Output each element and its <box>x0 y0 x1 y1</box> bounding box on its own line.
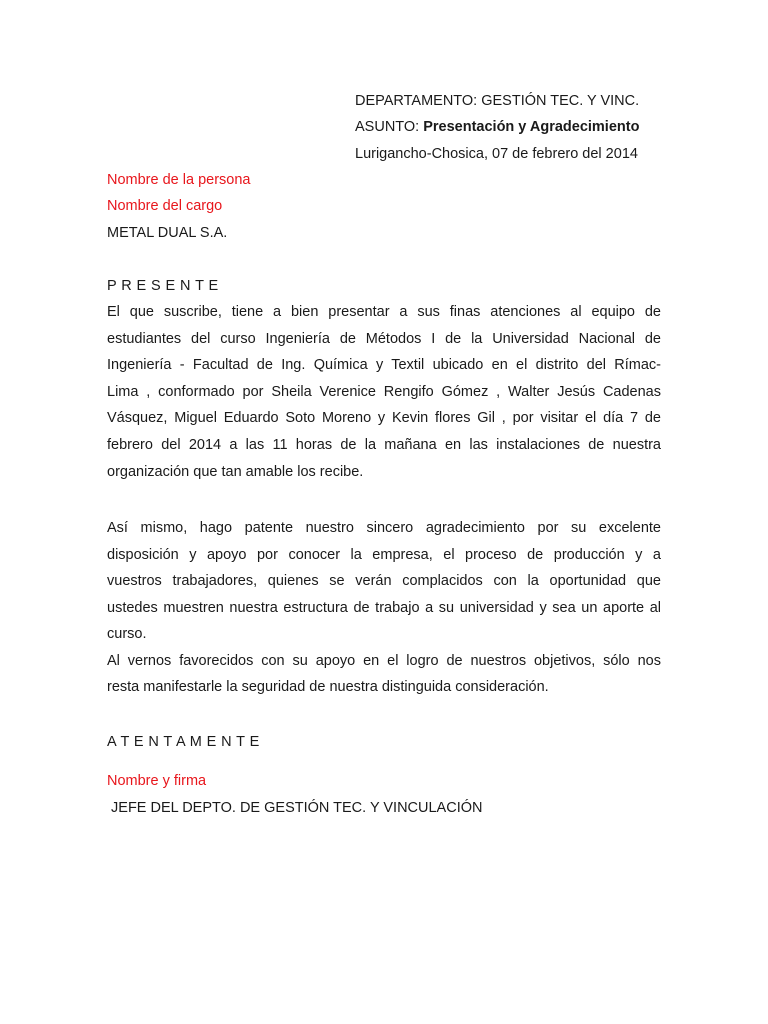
body-line-8: Así mismo, hago patente nuestro sincero agradecimiento por su excelente <box>107 520 661 536</box>
body-line-3: Ingeniería - Facultad de Ing. Química y Textil ubicado en el distrito del Rímac- <box>107 357 661 373</box>
body-line-5: Vásquez, Miguel Eduardo Soto Moreno y Kevin flores Gil , por visitar el día 7 de <box>107 410 661 426</box>
body-line-2: estudiantes del curso Ingeniería de Métodos I de la Universidad Nacional de <box>107 331 661 347</box>
recipient-company: METAL DUAL S.A. <box>107 225 228 241</box>
asunto-label: ASUNTO: <box>355 119 424 135</box>
body-line-11: ustedes muestren nuestra estructura de trabajo a su universidad y sea un aporte al <box>107 600 661 616</box>
asunto-value: Presentación y Agradecimiento <box>423 119 640 135</box>
departamento-line: DEPARTAMENTO: GESTIÓN TEC. Y VINC. <box>355 93 640 109</box>
signature-placeholder: Nombre y firma <box>107 773 207 789</box>
signer-position: JEFE DEL DEPTO. DE GESTIÓN TEC. Y VINCULACIÓN <box>107 800 483 816</box>
body-line-9: disposición y apoyo por conocer la empresa, el proceso de producción y a <box>107 547 661 563</box>
body-line-1: El que suscribe, tiene a bien presentar a sus finas atenciones al equipo de <box>107 304 661 320</box>
body-line-14: resta manifestarle la seguridad de nuestra distinguida consideración. <box>107 679 549 695</box>
recipient-name-placeholder: Nombre de la persona <box>107 172 251 188</box>
body-line-6: febrero del 2014 a las 11 horas de la mañana en las instalaciones de nuestra <box>107 437 661 453</box>
presente-heading: P R E S E N T E <box>107 278 219 294</box>
body-line-4: Lima , conformado por Sheila Verenice Rengifo Gómez , Walter Jesús Cadenas <box>107 384 661 400</box>
body-line-13: Al vernos favorecidos con su apoyo en el logro de nuestros objetivos, sólo nos <box>107 653 661 669</box>
place-date-line: Lurigancho-Chosica, 07 de febrero del 2014 <box>355 146 638 162</box>
asunto-line <box>355 119 639 136</box>
body-line-12: curso. <box>107 626 147 642</box>
recipient-position-placeholder: Nombre del cargo <box>107 198 223 214</box>
body-line-10: vuestros trabajadores, quienes se verán complacidos con la oportunidad que <box>107 573 661 589</box>
body-line-7: organización que tan amable los recibe. <box>107 464 364 480</box>
atentamente-heading: A T E N T A M E N T E <box>107 734 260 750</box>
